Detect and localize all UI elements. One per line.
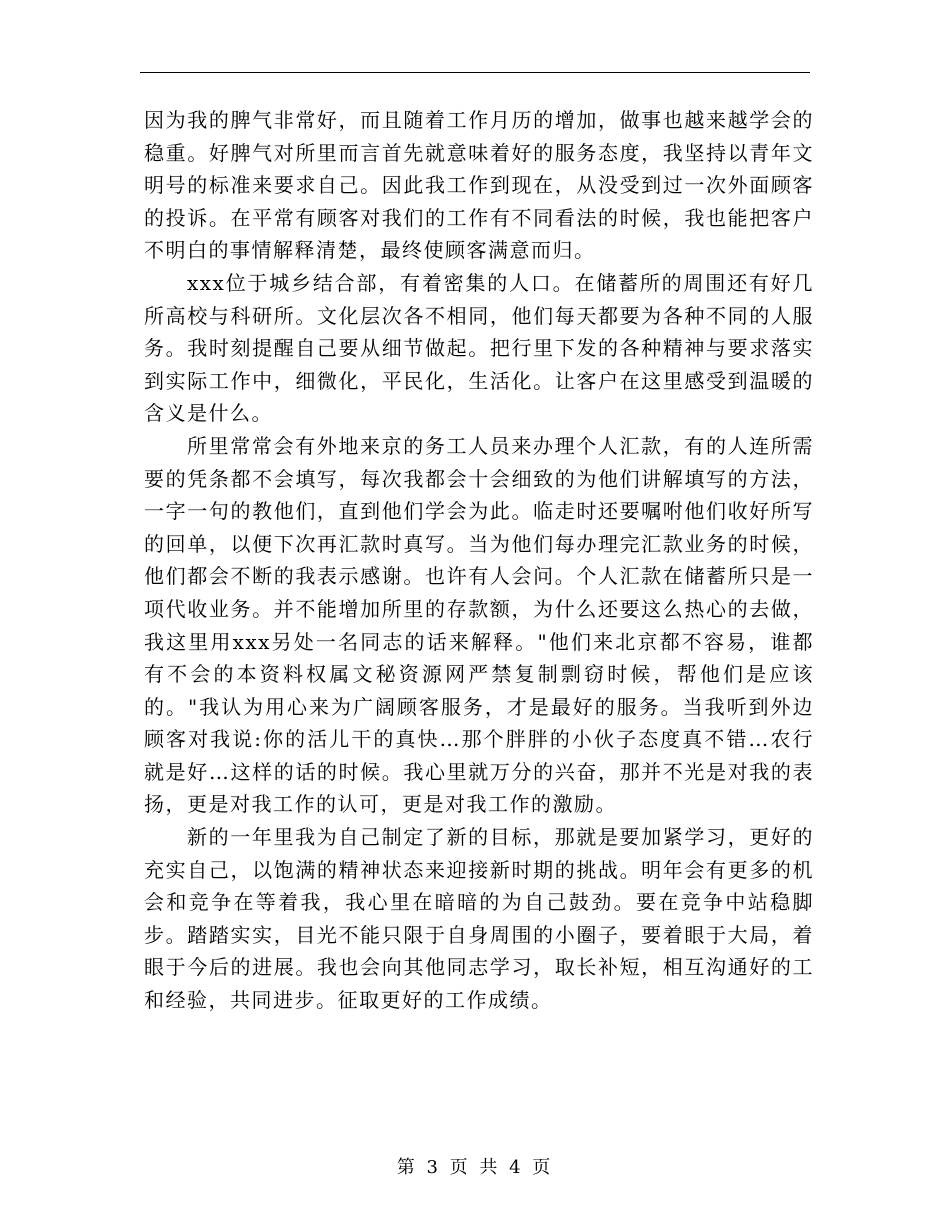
- header-rule: [140, 72, 810, 73]
- paragraph-4: 新的一年里我为自己制定了新的目标，那就是要加紧学习，更好的充实自己，以饱满的精神状态来迎接新时期的挑战。明年会有更多的机会和竞争在等着我，我心里在暗暗的为自己鼓劲。要在竞争中站稳脚步。踏踏实实，目光不能只限于自身周围的小圈子，要着眼于大局，着眼于今后的进展。我也会向其他同志学习，取长补短，相互沟通好的工和经验，共同进步。征取更好的工作成绩。: [144, 825, 814, 1013]
- paragraph-3: 所里常常会有外地来京的务工人员来办理个人汇款，有的人连所需要的凭条都不会填写，每次我都会十会细致的为他们讲解填写的方法，一字一句的教他们，直到他们学会为此。临走时还要嘱咐他们收好所写的回单，以便下次再汇款时真写。当为他们每办理完汇款业务的时候，他们都会不断的我表示感谢。也许有人会问。个人汇款在储蓄所只是一项代收业务。并不能增加所里的存款额，为什么还要这么热心的去做，我这里用xxx另处一名同志的话来解释。"他们来北京都不容易，谁都有不会的本资料权属文秘资源网严禁复制剽窃时候，帮他们是应该的。"我认为用心来为广阔顾客服务，才是最好的服务。当我听到外边顾客对我说:你的活儿干的真快…那个胖胖的小伙子态度真不错…农行就是好…这样的话的时候。我心里就万分的兴奋，那并不光是对我的表扬，更是对我工作的认可，更是对我工作的激励。: [144, 433, 814, 817]
- paragraph-2: xxx位于城乡结合部，有着密集的人口。在储蓄所的周围还有好几所高校与科研所。文化层次各不相同，他们每天都要为各种不同的人服务。我时刻提醒自己要从细节做起。把行里下发的各种精神与要求落实到实际工作中，细微化，平民化，生活化。让客户在这里感受到温暖的含义是什么。: [144, 270, 814, 426]
- page-number-footer: 第 3 页 共 4 页: [396, 1157, 554, 1178]
- document-body: [144, 104, 814, 1017]
- paragraph-1: 因为我的脾气非常好，而且随着工作月历的增加，做事也越来越学会的稳重。好脾气对所里而言首先就意味着好的服务态度，我坚持以青年文明号的标准来要求自己。因此我工作到现在，从没受到过一次外面顾客的投诉。在平常有顾客对我们的工作有不同看法的时候，我也能把客户不明白的事情解释清楚，最终使顾客满意而归。: [144, 108, 814, 263]
